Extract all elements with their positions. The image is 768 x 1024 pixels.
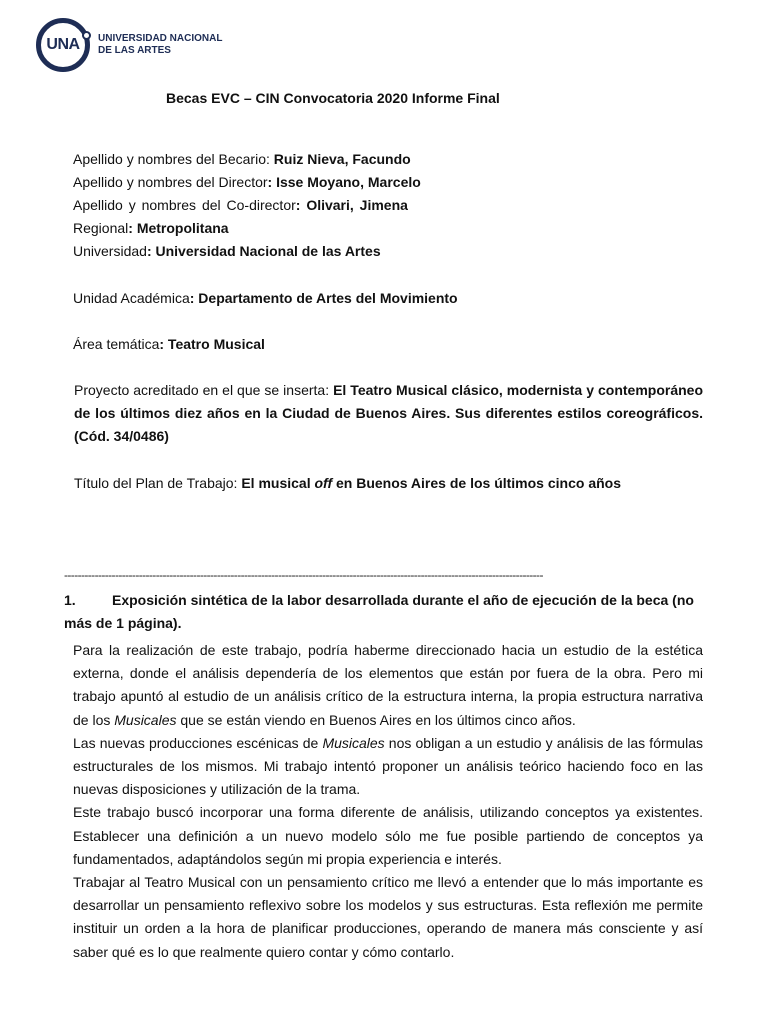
una-logo-icon [36,18,90,72]
logo-mark: UNA [46,36,80,53]
university-logo [36,18,222,72]
plan-value-italic: off [314,475,333,491]
field-unidad [73,287,703,310]
field-value: : Teatro Musical [159,336,265,352]
field-plan [74,472,704,495]
section-heading [64,589,704,635]
field-becario [73,148,703,171]
field-value: : Metropolitana [128,220,229,236]
section-heading-text: Exposición sintética de la labor desarrollada durante el año de ejecución de la beca (no más de 1 página). [64,592,694,631]
field-value: El Teatro Musical clásico, modernista y contemporáneo de los últimos diez años en la Ciudad de Buenos Aires. Sus diferentes estilos coreográficos. (Cód. 34/0486) [74,382,703,444]
field-value [241,475,621,491]
field-label: Universidad [73,243,147,259]
field-label: Apellido y nombres del Becario: [73,151,274,167]
field-label: Apellido y nombres del Director [73,174,268,190]
paragraph-text: que se están viendo en Buenos Aires en los últimos cinco años. [176,711,576,728]
paragraph-text: Las nuevas producciones escénicas de [73,734,323,751]
dashed-separator: --------------------------------------------------------------------------------------------------------------------------------------------- [64,568,543,582]
field-value: : Universidad Nacional de las Artes [146,243,381,259]
paragraph-italic: Musicales [114,711,177,728]
field-value: : Olivari, Jimena [295,197,408,213]
field-director [73,171,703,194]
section-number: 1. [64,592,76,608]
logo-text [98,33,222,57]
field-universidad [73,240,703,263]
field-label: Título del Plan de Trabajo: [74,475,242,491]
section-body [73,639,703,964]
field-area [73,333,703,356]
field-value: : Isse Moyano, Marcelo [267,174,421,190]
plan-value-part: en Buenos Aires de los últimos cinco años [332,475,621,491]
paragraph-text: Para la realización de este trabajo, podría haberme direccionado hacia un estudio de la estética externa, donde el análisis dependería de los elementos que están por fuera de la obra. Pero mi trabajo apuntó al estudio de un análisis crítico de la estructura interna, la propia estructura narrativa de los [73,642,703,728]
field-label: Proyecto acreditado en el que se inserta: [74,382,334,398]
document-title: Becas EVC – CIN Convocatoria 2020 Informe Final [166,90,500,106]
field-proyecto [74,379,703,448]
field-label: Unidad Académica [73,290,190,306]
logo-line-1: UNIVERSIDAD NACIONAL [98,33,223,44]
field-label: Regional [73,220,129,236]
field-label: Área temática [73,336,160,352]
field-label: Apellido y nombres del Co-director [73,197,296,213]
paragraph-text: nos obligan a un estudio y análisis de las fórmulas estructurales de los mismos. Mi trabajo intentó proponer un análisis teórico haciendo foco en las nuevas disposiciones y utilización de la trama. [73,734,703,798]
people-block [73,148,703,263]
field-codirector [73,194,703,217]
paragraph-1 [73,639,703,732]
field-regional [73,217,703,240]
field-value: : Departamento de Artes del Movimiento [189,290,458,306]
logo-line-2: DE LAS ARTES [98,45,171,56]
logo-nub-icon [82,31,91,40]
field-value: Ruiz Nieva, Facundo [273,151,411,167]
paragraph-3: Este trabajo buscó incorporar una forma diferente de análisis, utilizando conceptos ya existentes. Establecer una definición a un nuevo modelo sólo me fue posible partiendo de conceptos ya fundamentados, adaptándolos según mi propia experiencia e interés. [73,804,703,867]
plan-value-part: El musical [241,475,315,491]
paragraph-italic: Musicales [322,734,385,751]
paragraph-2 [73,732,703,802]
paragraph-4: Trabajar al Teatro Musical con un pensamiento crítico me llevó a entender que lo más importante es desarrollar un pensamiento reflexivo sobre los modelos y sus estructuras. Esta reflexión me permite instituir un orden a la hora de planificar producciones, operando de manera más consciente y así saber qué es lo que realmente quiero contar y cómo contarlo. [73,874,703,960]
